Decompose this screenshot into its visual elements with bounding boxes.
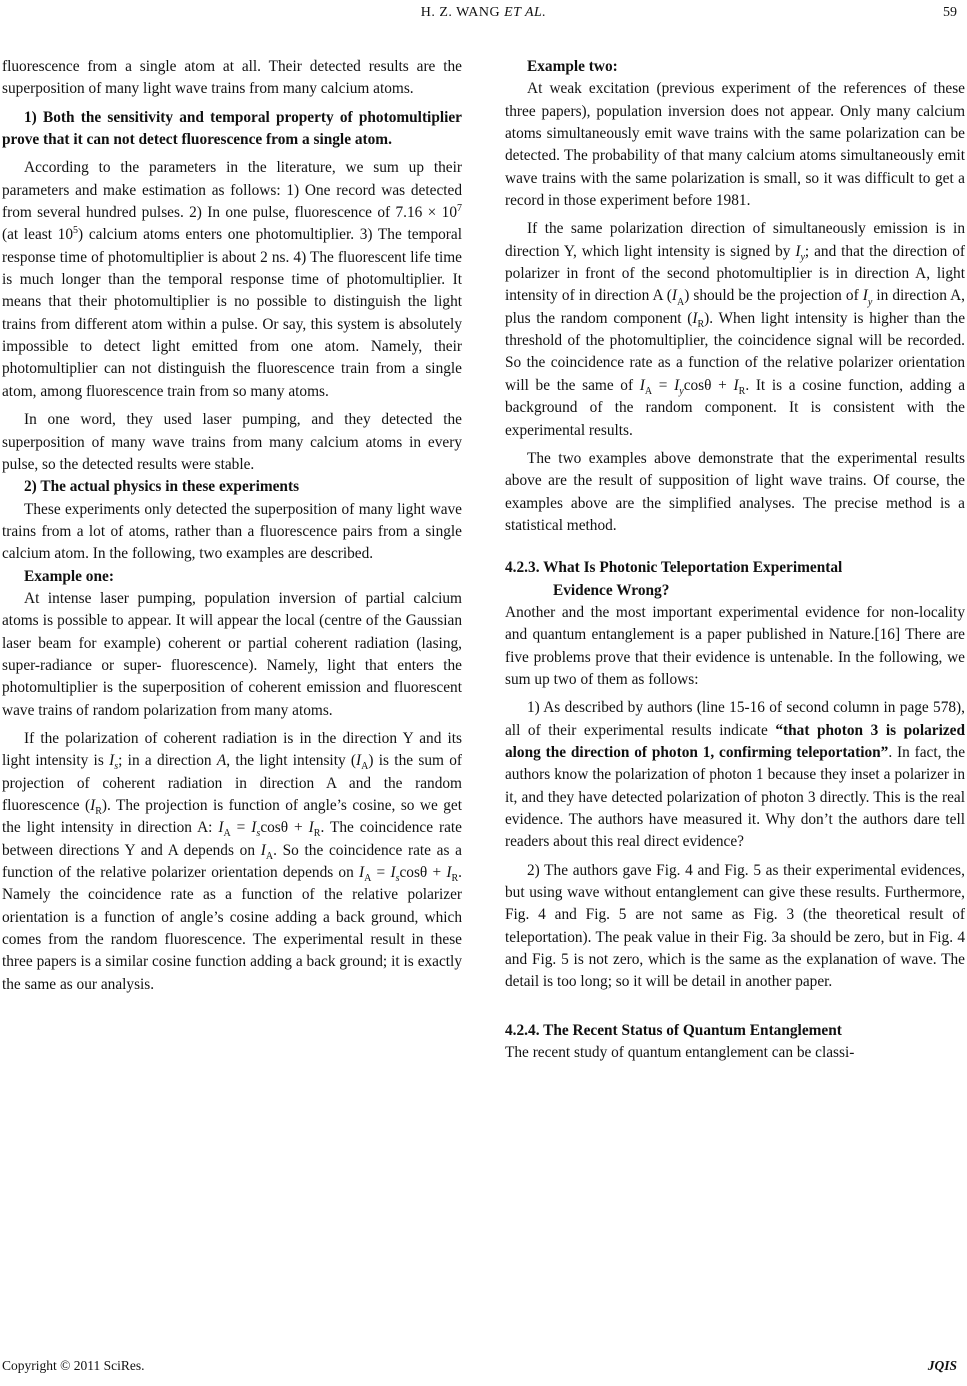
running-head-etal: ET AL.	[504, 5, 547, 20]
paragraph: If the polarization of coherent radiation is in the direction Y and its light intensity is $I_s$; in a direction A, the light intensity $(I_A)$ is the sum of projection of coherent radiation in direction A and the random fluorescence $(I_R)$. The projection is function of angle’s cosine, so we get the light intensity in direction A: $I_A = I_s\cos\theta + I_R$. The coincidence rate between directions Y and A depends on $I_A$. So the coincidence rate as a function of the relative polarizer orientation depends on $I_A = I_s\cos\theta + I_R$. Namely the coincidence rate as a function of the relative polarizer orientation is a function of angle’s cosine adding a back ground, which comes from the random fluorescence. The experimental result in these three papers is a similar cosine function adding a back ground; it is exactly the same as our analysis.	[2, 729, 462, 993]
paragraph: If the same polarization direction of simultaneously emission is in direction Y, which light intensity is signed by $I_y$; and that the direction of polarizer in front of the second photomultiplier is in direction A, light intensity of in direction A $(I_A)$ should be the projection of $I_y$ in direction A, plus the random component $(I_R)$. When light intensity is higher than the threshold of the photomultiplier, the coincidence signal will be recorded. So the coincidence rate as a function of the relative polarizer orientation will be the same of $I_A = I_y\cos\theta + I_R$. It is a cosine function, adding a background of the random component. It is consistent with the experimental results.	[505, 220, 966, 439]
copyright: Copyright © 2011 SciRes.	[2, 1358, 145, 1373]
paragraph: fluorescence from a single atom at all. Their detected results are the superposition of many light wave trains from many calcium atoms.	[2, 58, 462, 98]
page-header	[0, 0, 967, 26]
paragraph: In one word, they used laser pumping, and they detected the superposition of many wave trains from many calcium atoms in every pulse, so the detected results were stable.	[2, 411, 462, 473]
left-column	[2, 56, 462, 996]
section-heading-4-2-4: 4.2.4. The Recent Status of Quantum Entanglement	[505, 1021, 842, 1039]
example-heading: Example two:	[527, 58, 618, 75]
paragraph: At intense laser pumping, population inversion of partial calcium atoms is possible to appear. It will appear the local (centre of the Gaussian laser beam for example) coherent or partial coherent radiation (lasing, super-radiance or super- fluorescence). Namely, light that enters the photomultiplier is the superposition of coherent emission and fluorescent wave trains of random polarization from many atoms.	[2, 589, 462, 719]
paragraph: 1) As described by authors (line 15-16 of second column in page 578), all of their experimental results indicate “that photon 3 is polarized along the direction of photon 1, confirming teleportation”. In fact, the authors know the polarization of photon 1 because they inset a polarizer in it, and they have detected polarization of photon 3 directly. This is the real evidence. The authors have measured it. Why don’t the authors dare tell readers about this real direct evidence?	[505, 699, 966, 851]
page-footer	[2, 1358, 957, 1374]
paragraph: The two examples above demonstrate that the experimental results above are the result of supposition of light wave trains. Of course, the examples above are the simplified analyses. The precise method is a statistical method.	[505, 449, 965, 534]
paragraph: At weak excitation (previous experiment of the references of these three papers), population inversion does not appear. Only many calcium atoms simultaneously emit wave trains with the same polarization can be detected. The probability of that many calcium atoms simultaneously emit wave trains with the same polarization is small, so it was difficult to get a record in those experiment before 1981.	[505, 80, 965, 210]
paragraph: The recent study of quantum entanglement can be classi-	[505, 1044, 855, 1062]
paragraph: 2) The authors gave Fig. 4 and Fig. 5 as their experimental evidences, but using wave without entanglement can give these results. Furthermore, Fig. 4 and Fig. 5 are not same as Fig. 3 (the theoretical result of teleportation). The peak value in their Fig. 3a should be zero, but in Fig. 4 and Fig. 5 is not zero, which is the same as the explanation of wave. The detail is too long; so it will be detail in another paper.	[505, 861, 965, 991]
page-number: 59	[943, 5, 957, 20]
paragraph: These experiments only detected the superposition of many light wave trains from a lot of atoms, rather than a fluorescence pairs from a single calcium atom. In the following, two examples are described.	[2, 500, 462, 563]
subsection-heading: 2) The actual physics in these experiments	[24, 478, 300, 496]
running-head	[0, 0, 967, 26]
journal-name: JQIS	[927, 1358, 957, 1373]
right-column	[505, 56, 965, 1064]
running-head-authors: H. Z. WANG	[420, 5, 501, 20]
section-heading-4-2-3: 4.2.3. What Is Photonic Teleportation Experimental Evidence Wrong?	[505, 559, 843, 599]
example-heading: Example one:	[24, 567, 114, 585]
paragraph: According to the parameters in the literature, we sum up their parameters and make estimation as follows: 1) One record was detected from several hundred pulses. 2) In one pulse, fluorescence of $7.16 \times 10^7$ (at least $10^5$) calcium atoms enters one photomultiplier. 3) The temporal response time of photomultiplier is about 2 ns. 4) The fluorescent life time is much longer than the temporal response time of photomultiplier. It means that their photomultiplier is no possible to distinguish the light trains from different atom within a pulse. Or say, this system is absolutely impossible to detect light emitted from one atom. Namely, their photomultiplier can not distinguish the fluorescence train from a single atom, among fluorescence train from so many atoms.	[2, 159, 462, 400]
subsection-heading: 1) Both the sensitivity and temporal property of photomultiplier prove that it can not detect fluorescence from a single atom.	[2, 108, 462, 149]
paragraph: Another and the most important experimental evidence for non-locality and quantum entanglement is a paper published in Nature.[16] There are five problems prove that their evidence is untenable. In the following, we sum up two of them as follows:	[505, 603, 965, 688]
